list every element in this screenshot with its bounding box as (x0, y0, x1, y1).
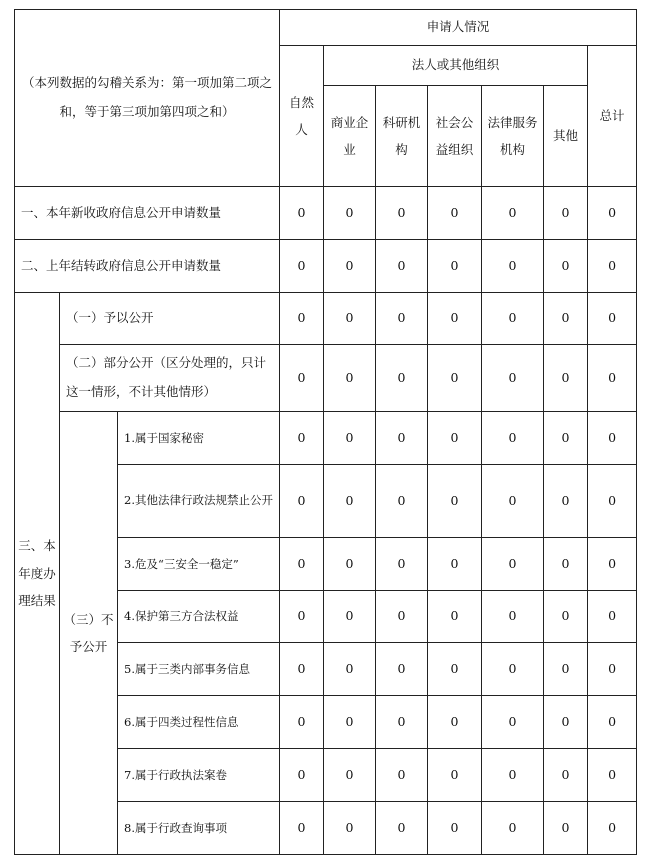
cell-value: 0 (544, 187, 588, 240)
cell-value: 0 (482, 187, 544, 240)
applicant-situation-header: 申请人情况 (280, 10, 637, 46)
cell-value: 0 (588, 802, 637, 855)
cell-value: 0 (544, 591, 588, 643)
cell-value: 0 (544, 538, 588, 591)
cell-value: 0 (376, 696, 428, 749)
cell-value: 0 (280, 345, 324, 412)
info-disclosure-table (14, 9, 637, 855)
cell-value: 0 (324, 591, 376, 643)
cell-value: 0 (544, 412, 588, 465)
cell-value: 0 (376, 802, 428, 855)
cell-value: 0 (482, 412, 544, 465)
cell-value: 0 (280, 696, 324, 749)
other-header: 其他 (544, 86, 588, 187)
cell-value: 0 (588, 293, 637, 345)
table-row (15, 412, 637, 465)
row-label: 7.属于行政执法案卷 (118, 749, 280, 802)
row-label: 5.属于三类内部事务信息 (118, 643, 280, 696)
cell-value: 0 (544, 802, 588, 855)
cell-value: 0 (544, 643, 588, 696)
cell-value: 0 (324, 538, 376, 591)
cell-value: 0 (544, 696, 588, 749)
cell-value: 0 (482, 802, 544, 855)
cell-value: 0 (428, 538, 482, 591)
cell-value: 0 (544, 240, 588, 293)
row-label: 4.保护第三方合法权益 (118, 591, 280, 643)
cell-value: 0 (482, 465, 544, 538)
cell-value: 0 (588, 345, 637, 412)
cell-value: 0 (428, 465, 482, 538)
table-row (15, 345, 637, 412)
cell-value: 0 (588, 538, 637, 591)
cell-value: 0 (588, 240, 637, 293)
cell-value: 0 (544, 293, 588, 345)
cell-value: 0 (428, 643, 482, 696)
cell-value: 0 (482, 643, 544, 696)
cell-value: 0 (544, 345, 588, 412)
cell-value: 0 (428, 240, 482, 293)
cell-value: 0 (324, 749, 376, 802)
row-label: （一）予以公开 (60, 293, 280, 345)
cell-value: 0 (428, 187, 482, 240)
cell-value: 0 (376, 293, 428, 345)
cell-value: 0 (482, 749, 544, 802)
cell-value: 0 (376, 412, 428, 465)
cell-value: 0 (280, 187, 324, 240)
row-label: 2.其他法律行政法规禁止公开 (118, 465, 280, 538)
row-label: 二、上年结转政府信息公开申请数量 (15, 240, 280, 293)
cell-value: 0 (482, 240, 544, 293)
row-label: （二）部分公开（区分处理的，只计这一情形，不计其他情形） (60, 345, 280, 412)
legal-service-header: 法律服务机构 (482, 86, 544, 187)
cell-value: 0 (588, 465, 637, 538)
cell-value: 0 (482, 293, 544, 345)
cell-value: 0 (544, 465, 588, 538)
cell-value: 0 (280, 240, 324, 293)
cell-value: 0 (588, 696, 637, 749)
cell-value: 0 (376, 749, 428, 802)
cell-value: 0 (588, 643, 637, 696)
cell-value: 0 (482, 696, 544, 749)
cell-value: 0 (324, 345, 376, 412)
cell-value: 0 (428, 412, 482, 465)
cell-value: 0 (588, 187, 637, 240)
cell-value: 0 (376, 187, 428, 240)
cell-value: 0 (428, 345, 482, 412)
cell-value: 0 (280, 802, 324, 855)
section3-label: 三、本年度办理结果 (15, 293, 60, 855)
cell-value: 0 (376, 345, 428, 412)
cell-value: 0 (482, 591, 544, 643)
cell-value: 0 (324, 696, 376, 749)
cell-value: 0 (428, 293, 482, 345)
commercial-header: 商业企业 (324, 86, 376, 187)
cell-value: 0 (280, 412, 324, 465)
cell-value: 0 (482, 538, 544, 591)
legal-group-header: 法人或其他组织 (324, 46, 588, 86)
cell-value: 0 (280, 749, 324, 802)
cell-value: 0 (376, 591, 428, 643)
cell-value: 0 (588, 749, 637, 802)
cell-value: 0 (324, 412, 376, 465)
row-label: 3.危及“三安全一稳定” (118, 538, 280, 591)
cell-value: 0 (428, 696, 482, 749)
not-public-label: （三）不予公开 (60, 412, 118, 855)
cell-value: 0 (588, 591, 637, 643)
cell-value: 0 (376, 240, 428, 293)
cell-value: 0 (588, 412, 637, 465)
cell-value: 0 (324, 802, 376, 855)
cell-value: 0 (324, 240, 376, 293)
natural-person-header: 自然人 (280, 46, 324, 187)
row-label: 8.属于行政查询事项 (118, 802, 280, 855)
cell-value: 0 (376, 643, 428, 696)
cell-value: 0 (482, 345, 544, 412)
cell-value: 0 (324, 187, 376, 240)
table-row (15, 293, 637, 345)
cell-value: 0 (428, 802, 482, 855)
cell-value: 0 (280, 643, 324, 696)
research-header: 科研机构 (376, 86, 428, 187)
table-row (15, 187, 637, 240)
cell-value: 0 (280, 591, 324, 643)
cell-value: 0 (544, 749, 588, 802)
public-welfare-header: 社会公益组织 (428, 86, 482, 187)
note-cell: （本列数据的勾稽关系为：第一项加第二项之和，等于第三项加第四项之和） (15, 10, 280, 187)
cell-value: 0 (324, 643, 376, 696)
cell-value: 0 (324, 293, 376, 345)
cell-value: 0 (428, 591, 482, 643)
cell-value: 0 (280, 538, 324, 591)
cell-value: 0 (280, 465, 324, 538)
table-row (15, 240, 637, 293)
cell-value: 0 (280, 293, 324, 345)
row-label: 一、本年新收政府信息公开申请数量 (15, 187, 280, 240)
cell-value: 0 (324, 465, 376, 538)
row-label: 6.属于四类过程性信息 (118, 696, 280, 749)
row-label: 1.属于国家秘密 (118, 412, 280, 465)
cell-value: 0 (376, 538, 428, 591)
cell-value: 0 (428, 749, 482, 802)
total-header: 总计 (588, 46, 637, 187)
cell-value: 0 (376, 465, 428, 538)
